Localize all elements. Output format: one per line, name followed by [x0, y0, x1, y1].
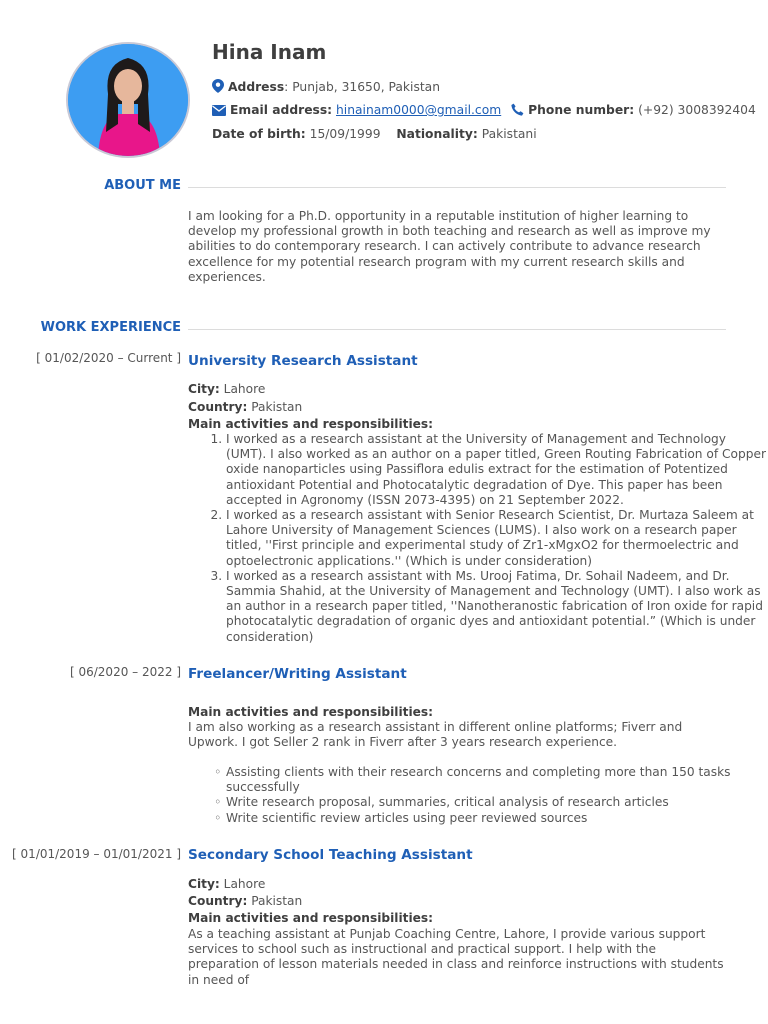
- job-bullet-list: [188, 765, 766, 826]
- job-activities-list: [188, 432, 766, 645]
- phone-label: Phone number:: [528, 103, 635, 117]
- country-value: Pakistan: [251, 894, 303, 908]
- country-label: Country:: [188, 400, 248, 414]
- city-value: Lahore: [223, 877, 266, 891]
- activities-label: Main activities and responsibilities:: [188, 705, 434, 719]
- phone-icon: [511, 103, 524, 116]
- email-label: Email address:: [230, 103, 333, 117]
- location-pin-icon: [212, 79, 224, 93]
- city-label: City:: [188, 877, 220, 891]
- about-heading: ABOUT ME: [104, 178, 181, 193]
- profile-photo: [66, 42, 190, 158]
- country-value: Pakistan: [251, 400, 303, 414]
- job-description: I am also working as a research assistant in different online platforms; Fiverr and Upwork. I got Seller 2 rank in Fiverr after 3 years research experience.: [188, 720, 683, 750]
- job-country: [188, 894, 302, 908]
- nationality-label: Nationality:: [396, 127, 478, 141]
- section-divider: [188, 187, 726, 188]
- job-title: Freelancer/Writing Assistant: [188, 666, 407, 682]
- job-date: [ 06/2020 – 2022 ]: [69, 665, 181, 679]
- phone-value: (+92) 3008392404: [638, 103, 756, 117]
- city-value: Lahore: [223, 382, 266, 396]
- dob-label: Date of birth:: [212, 127, 306, 141]
- job-description: As a teaching assistant at Punjab Coaching Centre, Lahore, I provide various support services to school such as instructional and practical support. I help with the preparation of lesson materials needed in class and reinforce instructions with students in need of: [188, 927, 724, 987]
- envelope-icon: [212, 105, 226, 116]
- email-link[interactable]: hinainam0000@gmail.com: [336, 103, 502, 117]
- contact-line: [212, 103, 756, 117]
- list-item: 1. I worked as a research assistant at the University of Management and Technology (UMT). I also worked as an author on a paper titled, Green Routing Fabrication of Copper oxide nanoparticles using Passiflora edulis extract for the estimation of Potentized antioxidant Potential and Photocatalytic degradation of Dye. This paper has been accepted in Agronomy (ISSN 2073-4395) on 21 September 2022.: [226, 432, 766, 508]
- job-title: University Research Assistant: [188, 353, 418, 369]
- candidate-name: Hina Inam: [212, 40, 327, 64]
- list-item: ◦ Write scientific review articles using peer reviewed sources: [226, 811, 766, 826]
- city-label: City:: [188, 382, 220, 396]
- job-city: [188, 382, 265, 396]
- job-title: Secondary School Teaching Assistant: [188, 847, 473, 863]
- address-value: : Punjab, 31650, Pakistan: [284, 80, 441, 94]
- list-item: 3. I worked as a research assistant with Ms. Urooj Fatima, Dr. Sohail Nadeem, and Dr. Sammia Shahid, at the University of Management and Technology (UMT). I also work as an author in a research paper titled, ''Nanotheranostic fabrication of Iron oxide for rapid photocatalytic degradation of organic dyes and antioxidant potential.” (Which is under consideration): [226, 569, 766, 645]
- activities-label: Main activities and responsibilities:: [188, 417, 434, 431]
- section-divider: [188, 329, 726, 330]
- address-label: Address: [228, 80, 285, 94]
- list-item: 2. I worked as a research assistant with Senior Research Scientist, Dr. Murtaza Saleem at Lahore University of Management Sciences (LUMS). I also work on a research paper titled, ''First principle and experimental study of Zr1-xMgxO2 for thermoelectric and optoelectronic applications.'' (Which is under consideration): [226, 508, 766, 569]
- job-date: [ 01/02/2020 – Current ]: [36, 351, 181, 365]
- job-country: [188, 400, 302, 414]
- activities-label: Main activities and responsibilities:: [188, 911, 434, 925]
- dob-value: 15/09/1999: [309, 127, 381, 141]
- about-text: I am looking for a Ph.D. opportunity in a reputable institution of higher learning to develop my professional growth in both teaching and research as well as improve my abilities to do contemporary research. I can actively contribute to advance research excellence for my potential research program with my current research skills and experiences.: [188, 209, 711, 284]
- address-line: [212, 79, 440, 94]
- list-item: ◦ Write research proposal, summaries, critical analysis of research articles: [226, 795, 766, 810]
- personal-line: [212, 127, 537, 141]
- list-item: ◦ Assisting clients with their research concerns and completing more than 150 tasks successfully: [226, 765, 766, 795]
- work-heading: WORK EXPERIENCE: [40, 320, 181, 335]
- job-city: [188, 877, 265, 891]
- country-label: Country:: [188, 894, 248, 908]
- nationality-value: Pakistani: [481, 127, 537, 141]
- job-date: [ 01/01/2019 – 01/01/2021 ]: [12, 847, 181, 861]
